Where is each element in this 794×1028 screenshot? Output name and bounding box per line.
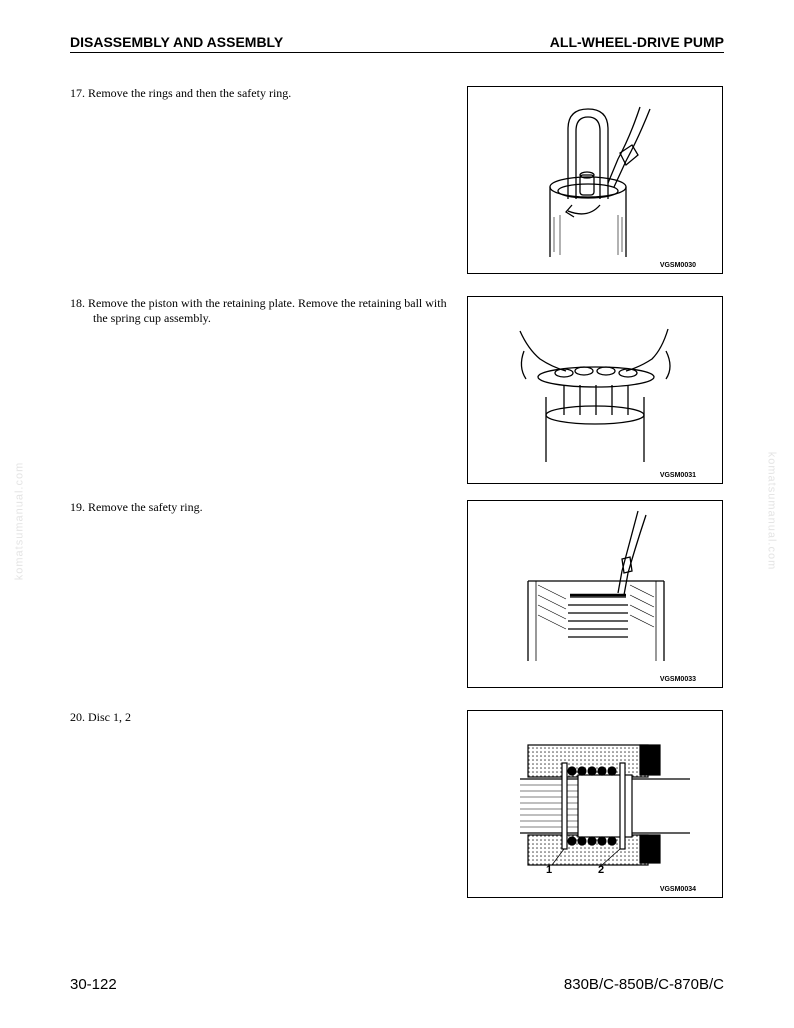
figure-vgsm0030 bbox=[467, 86, 723, 274]
figure-vgsm0034 bbox=[467, 710, 723, 898]
step-19-text: 19. Remove the safety ring. bbox=[70, 500, 203, 514]
figure-code: VGSM0030 bbox=[659, 262, 696, 269]
disc-section-illustration bbox=[468, 711, 724, 899]
safety-ring-illustration bbox=[468, 501, 724, 689]
step-18-text: 18. Remove the piston with the retaining plate. Remove the retaining ball with the spring cup assembly. bbox=[70, 296, 447, 325]
section-title: DISASSEMBLY AND ASSEMBLY bbox=[70, 34, 284, 50]
figure-code: VGSM0034 bbox=[659, 886, 696, 893]
page-number: 30-122 bbox=[70, 976, 117, 993]
step-20-text: 20. Disc 1, 2 bbox=[70, 710, 131, 724]
component-title: ALL-WHEEL-DRIVE PUMP bbox=[549, 34, 724, 50]
step-17-text: 17. Remove the rings and then the safety ring. bbox=[70, 86, 292, 100]
ring-removal-illustration bbox=[468, 87, 724, 275]
figure-code: VGSM0031 bbox=[659, 472, 696, 479]
model-numbers: 830B/C-850B/C-870B/C bbox=[563, 976, 724, 993]
callout-1: 1 bbox=[546, 864, 553, 876]
callout-2: 2 bbox=[598, 864, 605, 876]
figure-code: VGSM0033 bbox=[659, 676, 696, 683]
page-header bbox=[70, 34, 724, 53]
watermark-left: komatsumanual.com bbox=[13, 461, 26, 581]
watermark-right: komatsumanual.com bbox=[765, 451, 778, 571]
figure-vgsm0033 bbox=[467, 500, 723, 688]
piston-removal-illustration bbox=[468, 297, 724, 485]
figure-vgsm0031 bbox=[467, 296, 723, 484]
